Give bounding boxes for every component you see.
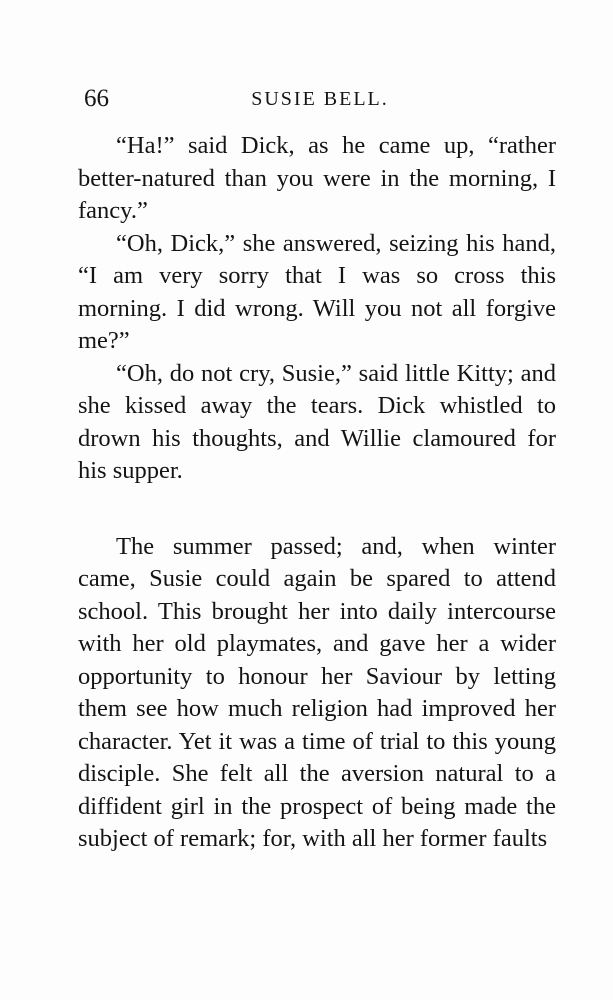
paragraph-dick-greeting: “Ha!” said Dick, as he came up, “rather better-natured than you were in the morning, I fancy.” — [78, 132, 556, 224]
paragraph-summer-passed: The summer passed; and, when winter came, Susie could again be spared to attend school. This brought her into daily intercourse with her old playmates, and gave her a wider opportunity to honour her Saviour by letting them see how much religion had improved her character. Yet it was a time of trial to this young disciple. She felt all the aversion natural to a diffident girl in the prospect of being made the subject of remark; for, with all her former faults — [78, 532, 556, 852]
page-header — [84, 82, 556, 116]
running-title: SUSIE BELL. — [251, 88, 389, 110]
page-number: 66 — [84, 85, 109, 112]
paragraph-kitty-comfort: “Oh, do not cry, Susie,” said little Kitty; and she kissed away the tears. Dick whistled to drown his thoughts, and Willie clamoured for his supper. — [78, 359, 556, 484]
paragraph-susie-apology: “Oh, Dick,” she answered, seizing his hand, “I am very sorry that I was so cross this morning. I did wrong. Will you not all forgive me?” — [78, 229, 556, 354]
body-text — [78, 130, 556, 856]
